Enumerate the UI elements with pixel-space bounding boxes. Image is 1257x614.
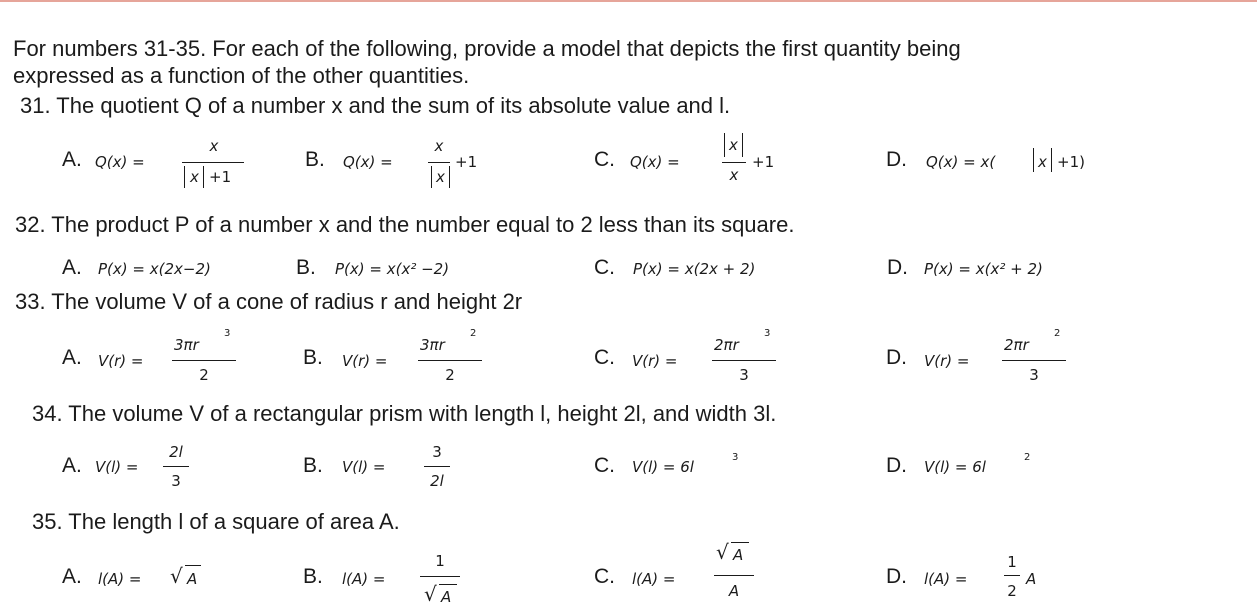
q32-c-label: C. (594, 256, 615, 279)
choice-lhs: V(r) = (98, 352, 144, 370)
numerator: x (434, 137, 444, 155)
denominator: 3 (1029, 366, 1039, 384)
choice-label: B. (303, 346, 323, 369)
choice-lhs: V(r) = (632, 352, 678, 370)
q32-c-expr: P(x) = x(2x + 2) (633, 260, 756, 278)
q32-b-expr: P(x) = x(x² −2) (335, 260, 450, 278)
choice-tail: +1) (1057, 153, 1085, 171)
exponent: 3 (732, 452, 739, 463)
numerator: 2πr (714, 336, 739, 354)
q32-b-label: B. (296, 256, 316, 279)
choice-expr: V(l) = 6l (632, 458, 694, 476)
choice-lhs: Q(x) = (630, 153, 680, 171)
choice-label: D. (886, 346, 907, 369)
choice-lhs: V(l) = (95, 458, 139, 476)
intro-line-1: For numbers 31-35. For each of the following, provide a model that depicts the first quantity being (13, 36, 961, 61)
choice-lhs: Q(x) = (343, 153, 393, 171)
denominator: 2 (445, 366, 455, 384)
choice-label: C. (594, 454, 615, 477)
choice-lhs: V(r) = (924, 352, 970, 370)
question-33-stem: 33. The volume V of a cone of radius r and height 2r (15, 289, 523, 314)
choice-lhs: l(A) = (342, 570, 386, 588)
exponent: 2 (470, 328, 477, 339)
choice-lhs: V(l) = (342, 458, 386, 476)
radicand: A (441, 588, 452, 606)
numerator: 1 (435, 552, 445, 570)
choice-tail: A (1026, 570, 1037, 588)
denominator: 2 (1007, 582, 1017, 600)
denominator: A (728, 582, 740, 600)
numerator: 3πr (420, 336, 445, 354)
choice-label: D. (886, 454, 907, 477)
question-32-stem: 32. The product P of a number x and the number equal to 2 less than its square. (15, 212, 795, 237)
choice-lhs: l(A) = (632, 570, 676, 588)
choice-label: D. (886, 565, 907, 588)
intro-line-2: expressed as a function of the other quantities. (13, 63, 470, 88)
denominator: x (729, 166, 739, 184)
numerator: x (209, 137, 219, 155)
radicand: A (733, 546, 744, 564)
sqrt-symbol: √ (170, 564, 183, 588)
exponent: 3 (224, 328, 231, 339)
abs-x: x (190, 168, 199, 186)
choice-label: A. (62, 346, 82, 369)
choice-lhs: l(A) = (98, 570, 142, 588)
choice-label: C. (594, 148, 615, 171)
numerator: 3πr (174, 336, 199, 354)
choice-label: B. (305, 148, 325, 171)
choice-label: A. (62, 565, 82, 588)
choice-label: A. (62, 454, 82, 477)
q32-d-label: D. (887, 256, 908, 279)
exponent: 2 (1024, 452, 1031, 463)
denominator: 2l (430, 472, 444, 490)
denominator: 2 (199, 366, 209, 384)
choice-label: C. (594, 565, 615, 588)
sqrt-symbol: √ (424, 582, 437, 606)
choice-tail: +1 (455, 153, 478, 171)
q32-d-expr: P(x) = x(x² + 2) (924, 260, 1043, 278)
choice-tail: +1 (752, 153, 775, 171)
choice-lhs: Q(x) = (95, 153, 145, 171)
denominator: 3 (739, 366, 749, 384)
choice-label: B. (303, 454, 323, 477)
choice-label: B. (303, 565, 323, 588)
abs-x: x (1038, 153, 1047, 171)
question-35-stem: 35. The length l of a square of area A. (32, 509, 400, 534)
denominator: 3 (171, 472, 181, 490)
numerator: 2πr (1004, 336, 1029, 354)
sqrt-symbol: √ (716, 540, 729, 564)
choice-label: D. (886, 148, 907, 171)
question-34-stem: 34. The volume V of a rectangular prism with length l, height 2l, and width 3l. (32, 401, 777, 426)
abs-x: x (729, 136, 738, 154)
q32-a-label: A. (62, 256, 82, 279)
choice-label: A. (62, 148, 82, 171)
numerator: 3 (432, 443, 442, 461)
radicand: A (187, 570, 198, 588)
choice-lhs: Q(x) = x( (926, 153, 996, 171)
choice-lhs: l(A) = (924, 570, 968, 588)
numerator: 1 (1007, 553, 1017, 571)
numerator: 2l (169, 443, 183, 461)
exponent: 3 (764, 328, 771, 339)
denominator-tail: +1 (209, 168, 232, 186)
question-31-stem: 31. The quotient Q of a number x and the sum of its absolute value and l. (20, 93, 731, 118)
abs-x: x (436, 168, 445, 186)
choice-label: C. (594, 346, 615, 369)
choice-lhs: V(r) = (342, 352, 388, 370)
choice-expr: V(l) = 6l (924, 458, 986, 476)
q32-a-expr: P(x) = x(2x−2) (98, 260, 211, 278)
exponent: 2 (1054, 328, 1061, 339)
